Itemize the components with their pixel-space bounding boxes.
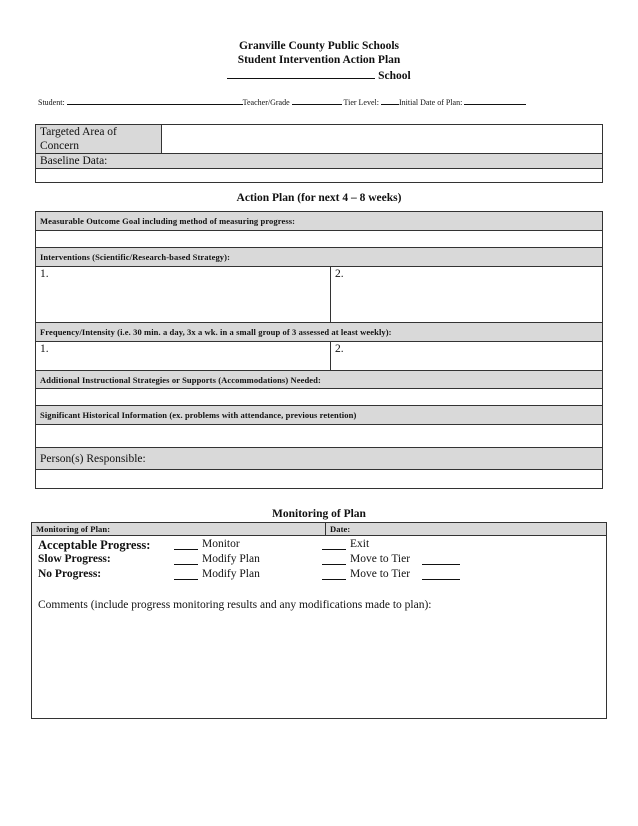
progress-row [38,568,598,582]
measurable-goal-field[interactable] [36,231,603,248]
persons-responsible-label: Person(s) Responsible: [36,448,603,470]
alt-action-checkbox-blank[interactable] [322,540,346,550]
targeted-area-field[interactable] [162,125,603,154]
frequency-label: Frequency/Intensity (i.e. 30 min. a day, 3x a wk. in a small group of 3 assessed at least weekly): [36,323,603,342]
initial-date-label: Initial Date of Plan: [398,98,463,107]
progress-status-label: Acceptable Progress: [38,538,151,552]
alt-action-label: Exit [350,538,370,550]
intervention-1-field[interactable]: 1. [36,267,331,323]
school-blank[interactable] [227,69,375,79]
comments-label: Comments (include progress monitoring results and any modifications made to plan): [38,599,432,611]
tier-level-blank[interactable] [381,97,399,105]
teacher-grade-blank[interactable] [292,97,342,105]
initial-date-blank[interactable] [464,97,526,105]
monitoring-title: Monitoring of Plan [272,508,366,520]
alt-action-label: Move to Tier [350,568,411,580]
monitoring-table [31,522,607,719]
school-suffix: School [378,70,411,82]
student-info-row [38,97,604,107]
action-label: Modify Plan [202,553,260,565]
frequency-2-field[interactable]: 2. [331,342,603,371]
school-line [0,69,638,82]
action-checkbox-blank[interactable] [174,540,198,550]
comments-field[interactable] [38,616,598,714]
persons-responsible-field[interactable] [36,470,603,489]
alt-action-label: Move to Tier [350,553,411,565]
frequency-1-field[interactable]: 1. [36,342,331,371]
concern-table [35,124,603,183]
progress-status-label: Slow Progress: [38,553,111,565]
action-checkbox-blank[interactable] [174,555,198,565]
progress-row [38,538,598,552]
monitoring-body [32,536,607,719]
action-label: Monitor [202,538,240,550]
alt-action-checkbox-blank[interactable] [322,570,346,580]
intervention-2-field[interactable]: 2. [331,267,603,323]
historical-info-field[interactable] [36,425,603,448]
progress-row [38,553,598,567]
tier-number-blank[interactable] [422,570,460,580]
district-name: Granville County Public Schools [238,40,400,52]
teacher-grade-label: Teacher/Grade [242,98,290,107]
tier-level-label: Tier Level: [343,98,379,107]
baseline-data-field[interactable] [36,169,603,183]
monitoring-date-header: Date: [326,523,607,536]
alt-action-checkbox-blank[interactable] [322,555,346,565]
targeted-area-label: Targeted Area of Concern [36,125,162,154]
monitoring-plan-header: Monitoring of Plan: [32,523,326,536]
action-plan-title: Action Plan (for next 4 – 8 weeks) [236,192,402,204]
historical-info-label: Significant Historical Information (ex. problems with attendance, previous retention) [36,406,603,425]
student-label: Student: [38,98,65,107]
accommodations-label: Additional Instructional Strategies or Supports (Accommodations) Needed: [36,371,603,389]
form-title: Student Intervention Action Plan [237,54,401,66]
measurable-goal-label: Measurable Outcome Goal including method of measuring progress: [36,212,603,231]
action-checkbox-blank[interactable] [174,570,198,580]
accommodations-field[interactable] [36,389,603,406]
student-blank[interactable] [67,97,243,105]
progress-status-label: No Progress: [38,568,102,580]
interventions-label: Interventions (Scientific/Research-based Strategy): [36,248,603,267]
tier-number-blank[interactable] [422,555,460,565]
action-label: Modify Plan [202,568,260,580]
action-plan-table [35,211,603,489]
baseline-data-label: Baseline Data: [36,154,603,169]
